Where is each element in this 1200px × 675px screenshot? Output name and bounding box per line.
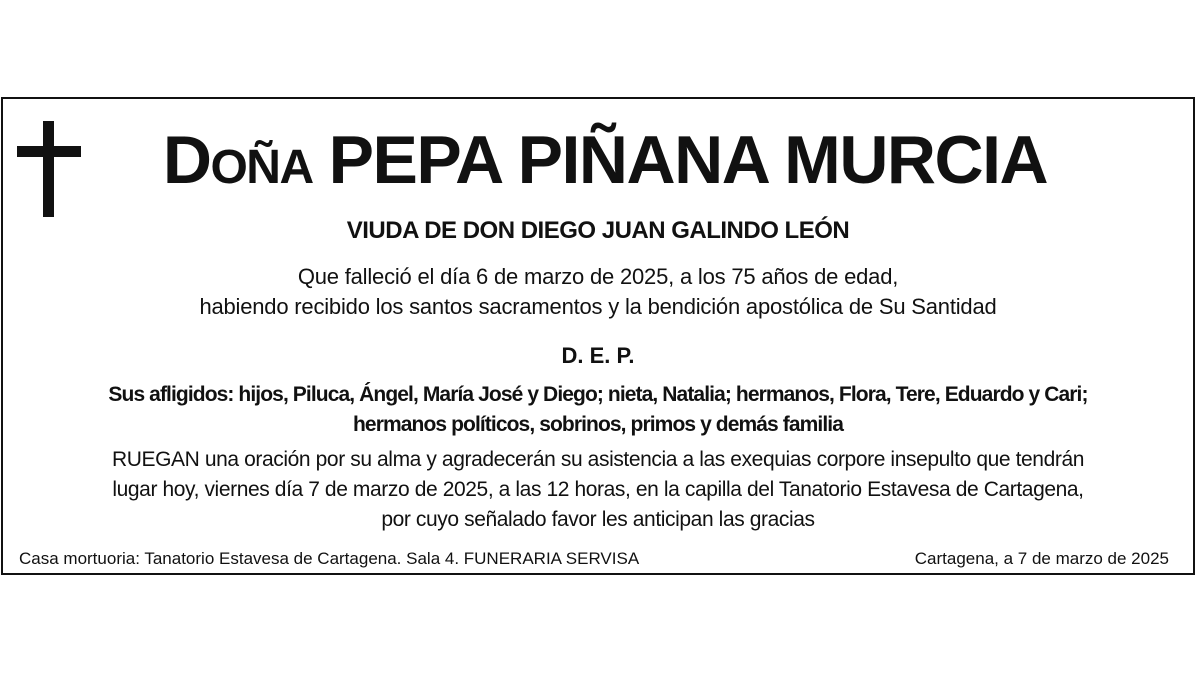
widow-line: VIUDA DE DON DIEGO JUAN GALINDO LEÓN — [346, 217, 850, 244]
funeral-request — [3, 445, 1193, 535]
family-mourners — [3, 380, 1193, 440]
family-line: hermanos políticos, sobrinos, primos y demás familia — [352, 413, 843, 436]
family-line: Sus afligidos: hijos, Piluca, Ángel, María José y Diego; nieta, Natalia; hermanos, Flora, Tere, Eduardo y Cari; — [108, 383, 1088, 406]
honorific-title: Doña — [162, 122, 313, 198]
death-announcement — [3, 262, 1193, 322]
place-and-date: Cartagena, a 7 de marzo de 2025 — [914, 549, 1169, 568]
request-line: por cuyo señalado favor les anticipan las gracias — [381, 508, 815, 531]
death-line: habiendo recibido los santos sacramentos y la bendición apostólica de Su Santidad — [199, 294, 997, 319]
deceased-name-heading — [3, 117, 1193, 203]
funeral-home-info: Casa mortuoria: Tanatorio Estavesa de Cartagena. Sala 4. FUNERARIA SERVISA — [19, 549, 640, 568]
obituary-notice — [1, 97, 1195, 575]
rest-in-peace: D. E. P. — [561, 343, 635, 368]
request-line: RUEGAN una oración por su alma y agradecerán su asistencia a las exequias corpore insepulto que tendrán — [111, 448, 1085, 471]
request-line: lugar hoy, viernes día 7 de marzo de 2025, a las 12 horas, en la capilla del Tanatorio Estavesa de Cartagena, — [112, 478, 1084, 501]
death-line: Que falleció el día 6 de marzo de 2025, a los 75 años de edad, — [297, 264, 899, 289]
deceased-name: PEPA PIÑANA MURCIA — [328, 122, 1048, 198]
